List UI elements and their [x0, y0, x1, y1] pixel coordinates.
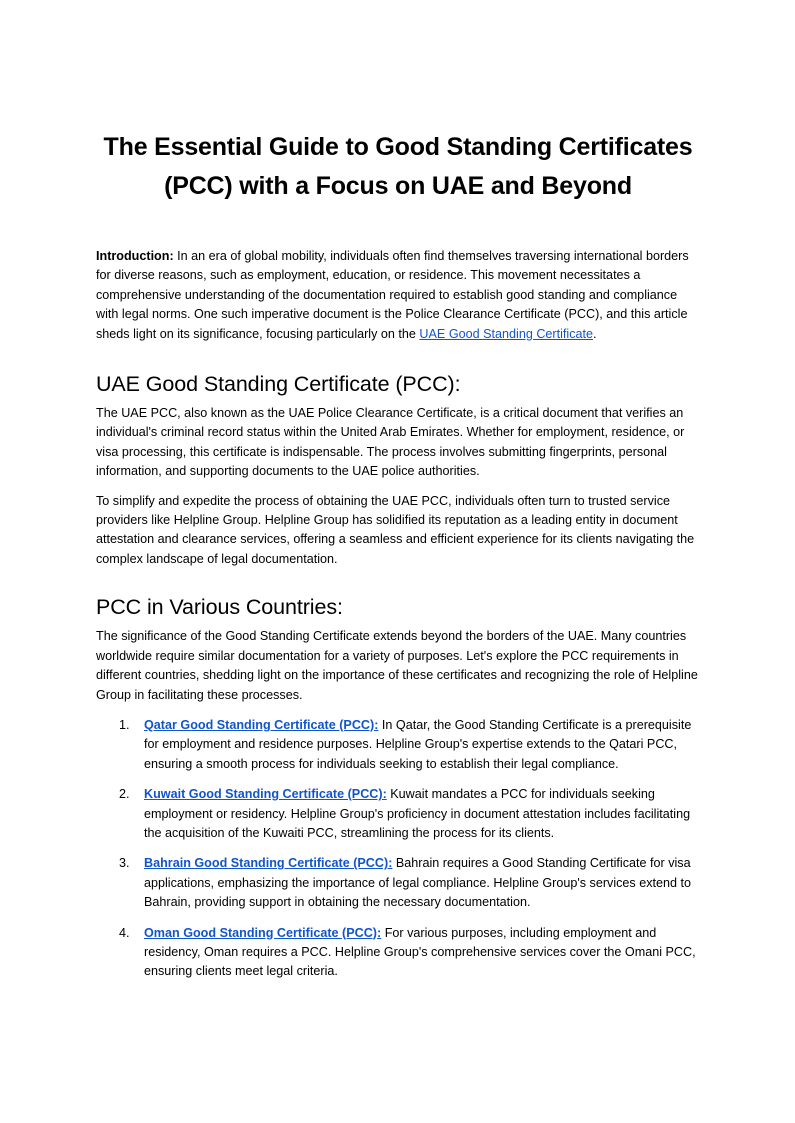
list-item-qatar [96, 716, 700, 774]
intro-label: Introduction: [96, 249, 174, 263]
list-item-oman [96, 924, 700, 982]
qatar-pcc-link[interactable]: Qatar Good Standing Certificate (PCC): [144, 717, 379, 732]
kuwait-pcc-link[interactable]: Kuwait Good Standing Certificate (PCC): [144, 787, 387, 802]
document-page [96, 128, 700, 993]
list-item-text: For various purposes, including employment and residency, Oman requires a PCC. Helpline Group's comprehensive services cover the Omani PCC, ensuring clients meet legal criteria. [144, 925, 696, 979]
list-item-bahrain [96, 854, 700, 912]
list-item-text: Kuwait mandates a PCC for individuals seeking employment or residency. Helpline Group's proficiency in document attestation includes facilitating the acquisition of the Kuwaiti PCC, streamlining the process for its clients. [144, 787, 691, 840]
intro-text: In an era of global mobility, individuals often find themselves traversing international borders for diverse reasons, such as employment, education, or residence. This movement necessitates a comprehensive understanding of the documentation required to establish good standing and compliance with legal norms. One such imperative document is the Police Clearance Certificate (PCC), and this article sheds light on its significance, focusing particularly on the [96, 249, 689, 341]
countries-pcc-heading: PCC in Various Countries: [96, 595, 343, 620]
intro-paragraph [96, 247, 700, 344]
list-item-number: 2. [119, 787, 130, 802]
list-item-number: 4. [119, 925, 130, 940]
uae-pcc-paragraph-1: The UAE PCC, also known as the UAE Police Clearance Certificate, is a critical document that verifies an individual's criminal record status within the United Arab Emirates. Whether for employment, residence, or visa processing, this certificate is indispensable. The process involves submitting fingerprints, personal information, and supporting documents to the UAE police authorities. [96, 406, 685, 479]
intro-end: . [593, 326, 597, 341]
uae-good-standing-link[interactable]: UAE Good Standing Certificate [419, 326, 594, 341]
uae-pcc-heading: UAE Good Standing Certificate (PCC): [96, 372, 461, 397]
list-item-number: 3. [119, 856, 130, 871]
document-title: The Essential Guide to Good Standing Certificates (PCC) with a Focus on UAE and Beyond [103, 133, 693, 200]
list-item-text: In Qatar, the Good Standing Certificate is a prerequisite for employment and residence purposes. Helpline Group's expertise extends to the Qatari PCC, ensuring a smooth process for individuals seeking to establish their legal compliance. [144, 717, 692, 771]
oman-pcc-link[interactable]: Oman Good Standing Certificate (PCC): [144, 925, 382, 940]
countries-pcc-paragraph: The significance of the Good Standing Certificate extends beyond the borders of the UAE. Many countries worldwide require similar documentation for a variety of purposes. Let's explore the PCC requirements in different countries, shedding light on the importance of these certificates and recognizing the role of Helpline Group in facilitating these processes. [96, 629, 698, 702]
list-item-kuwait [96, 785, 700, 843]
country-pcc-list [96, 716, 700, 982]
uae-pcc-paragraph-2: To simplify and expedite the process of obtaining the UAE PCC, individuals often turn to trusted service providers like Helpline Group. Helpline Group has solidified its reputation as a leading entity in document attestation and clearance services, offering a seamless and efficient experience for its clients navigating the complex landscape of legal documentation. [96, 493, 695, 566]
list-item-number: 1. [119, 717, 130, 732]
bahrain-pcc-link[interactable]: Bahrain Good Standing Certificate (PCC): [144, 856, 393, 871]
list-item-text: Bahrain requires a Good Standing Certificate for visa applications, emphasizing the importance of legal compliance. Helpline Group's services extend to Bahrain, providing support in obtaining the necessary documentation. [144, 856, 692, 910]
